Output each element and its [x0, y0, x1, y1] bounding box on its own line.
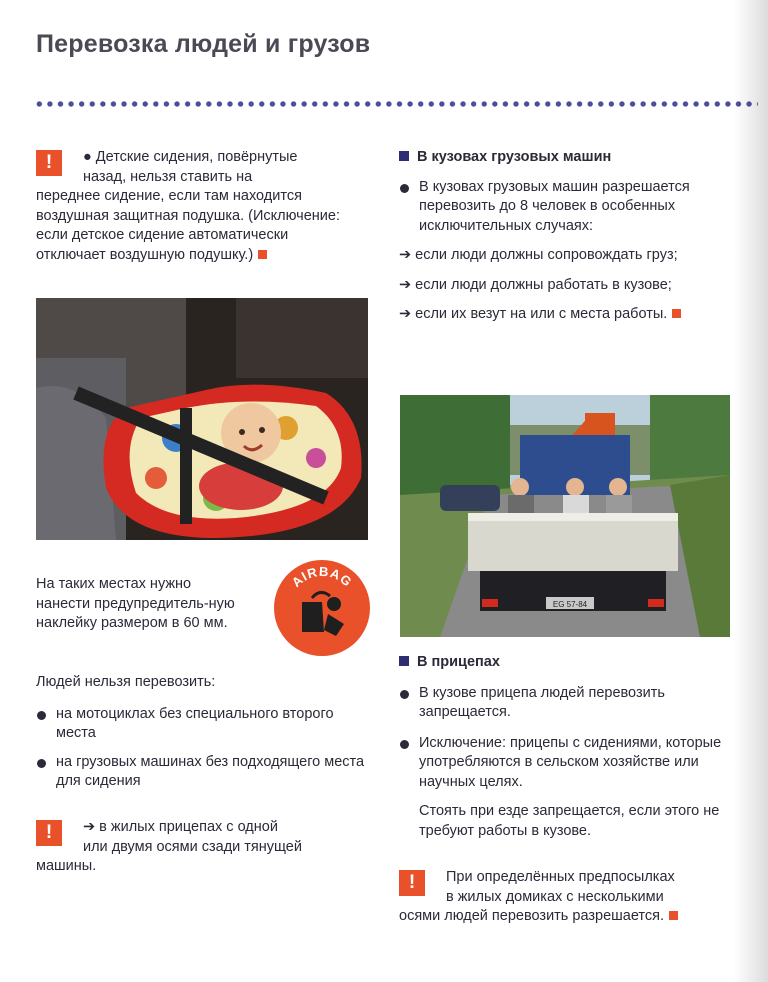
standing-text: Стоять при езде запрещается, если этого не требуют работы в кузове. — [419, 803, 720, 839]
list-item: на мотоциклах без специального второго места — [36, 705, 368, 744]
trailers-heading: В прицепах — [417, 654, 500, 670]
child-seat-photo — [36, 298, 368, 540]
warning-text: осями людей перевозить разрешается. — [399, 908, 665, 924]
trucks-heading: В кузовах грузовых машин — [417, 149, 612, 165]
warning-line-2: назад, нельзя ставить на — [83, 168, 253, 185]
warning-icon: ! — [399, 870, 425, 896]
page-title: Перевозка людей и грузов — [36, 30, 371, 58]
warning-trailers — [36, 818, 352, 877]
section-marker — [399, 656, 409, 666]
warning-line-1: ➔ в жилых прицепах с одной — [83, 819, 278, 835]
arrow-icon: ➔ — [399, 247, 412, 263]
child-seat-illustration — [36, 298, 368, 540]
warning-child-seat — [36, 148, 352, 265]
sticker-note — [36, 575, 236, 634]
end-marker — [672, 309, 681, 318]
warning-line-1: ● Детские сидения, повёрнутые — [83, 149, 298, 165]
sticker-text: На таких местах нужно нанести предупредитель-ную наклейку размером в 60 мм. — [36, 576, 235, 631]
warning-line-2: в жилых домиках с несколькими — [446, 888, 664, 905]
list-item: если люди должны работать в кузове; — [415, 276, 672, 293]
list-item: В кузове прицепа людей перевозить запрещается. — [399, 684, 729, 723]
no-transport-heading: Людей нельзя перевозить: — [36, 674, 216, 690]
airbag-badge — [272, 558, 372, 658]
list-item: Исключение: прицепы с сидениями, которые употребляются в сельском хозяйстве или научных целях. — [399, 734, 729, 793]
warning-icon: ! — [36, 150, 62, 176]
dotted-divider — [34, 99, 758, 109]
list-item: если их везут на или с места работы. — [415, 306, 668, 322]
warning-line-1: При определённых предпосылках — [446, 869, 675, 885]
section-marker — [399, 151, 409, 161]
page-edge-shadow — [734, 0, 768, 982]
airbag-label: AIRBAG — [288, 563, 356, 590]
warning-icon: ! — [36, 820, 62, 846]
no-transport-section — [36, 673, 368, 792]
end-marker — [258, 250, 267, 259]
warning-text: машины. — [36, 858, 97, 874]
license-plate: EG 57-84 — [552, 600, 588, 609]
trucks-bullet: В кузовах грузовых машин разрешается перевозить до 8 человек в особенных исключительных случаях: — [399, 178, 729, 237]
trailers-section — [399, 653, 729, 841]
list-item: на грузовых машинах без подходящего места для сидения — [36, 753, 368, 792]
warning-homes — [399, 868, 729, 927]
arrow-icon: ➔ — [399, 306, 412, 322]
trucks-section — [399, 148, 729, 325]
list-item: если люди должны сопровождать груз; — [415, 247, 678, 263]
warning-line-2: или двумя осями сзади тянущей — [83, 838, 302, 855]
truck-illustration — [400, 395, 730, 637]
airbag-sticker — [272, 558, 372, 658]
warning-text: переднее сидение, если там находится воздушная защитная подушка. (Исключение: если детское сидение автоматически отключает воздушную подушку.) — [36, 188, 340, 263]
end-marker — [669, 911, 678, 920]
arrow-icon: ➔ — [399, 276, 412, 293]
truck-photo — [400, 395, 730, 637]
